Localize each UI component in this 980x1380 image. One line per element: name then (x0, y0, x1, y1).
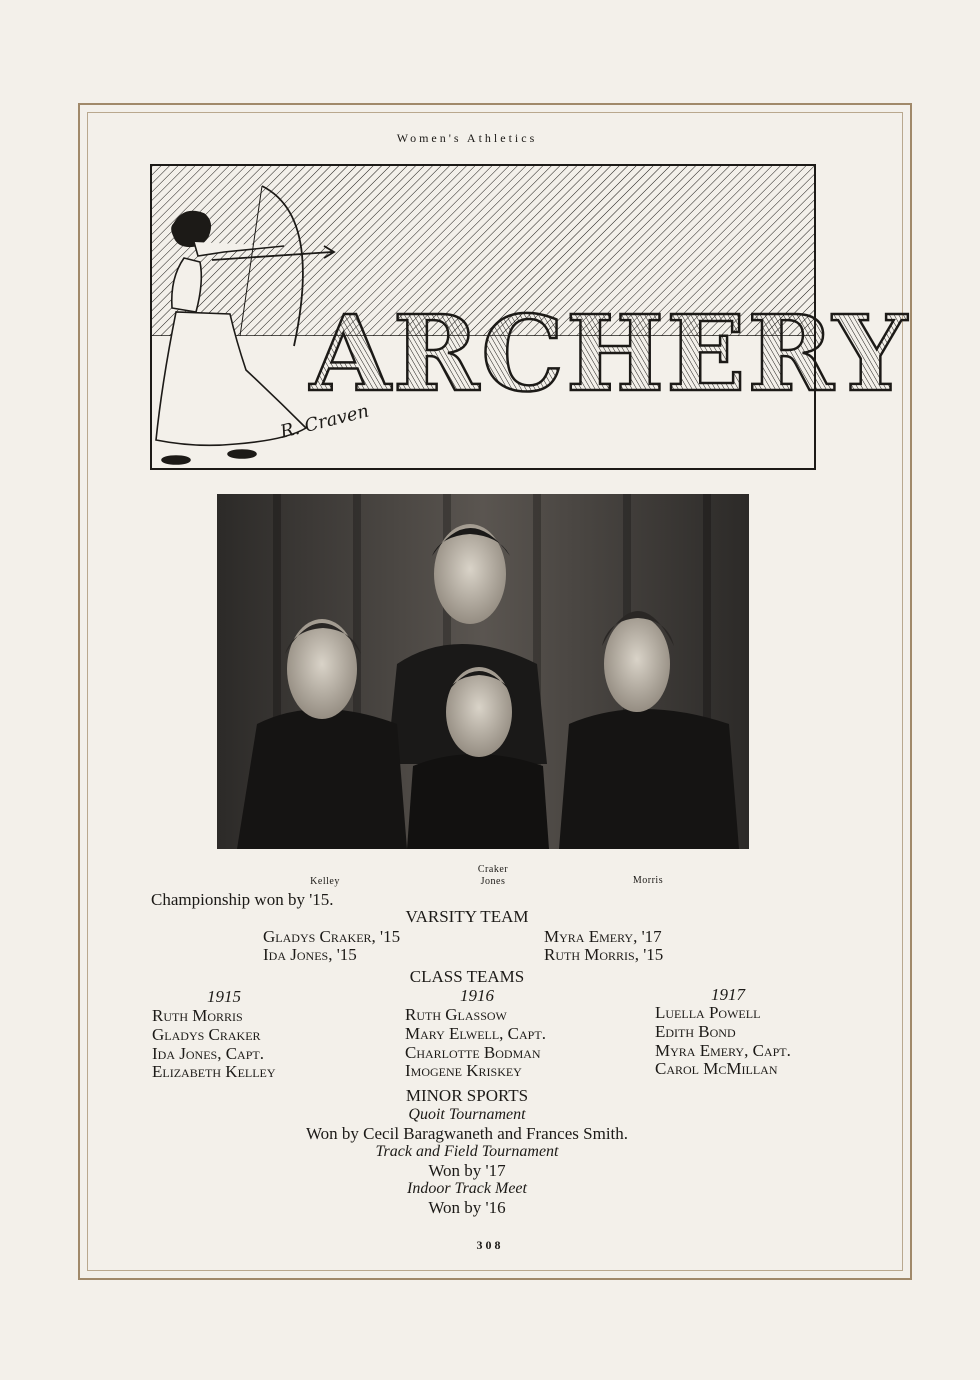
event-result: Won by '17 (428, 1161, 506, 1180)
artist-signature: R. Craven (278, 400, 372, 443)
class-member: Ida Jones, Capt. (152, 1044, 264, 1063)
running-head: Women's Athletics (396, 131, 538, 145)
class-member: Elizabeth Kelley (152, 1062, 276, 1081)
class-member: Myra Emery, Capt. (655, 1041, 791, 1060)
archery-banner (150, 164, 909, 470)
class-member: Ruth Glassow (405, 1005, 507, 1024)
photograph-image (217, 494, 749, 849)
varsity-heading: VARSITY TEAM (405, 907, 529, 926)
class-year-1917: 1917 (711, 985, 745, 1004)
class-teams-heading: CLASS TEAMS (409, 967, 525, 986)
class-member: Luella Powell (655, 1003, 761, 1022)
championship-line: Championship won by '15. (151, 890, 334, 909)
caption-kelley: Kelley (310, 876, 340, 887)
class-member: Edith Bond (655, 1022, 736, 1041)
class-member: Carol McMillan (655, 1059, 778, 1078)
varsity-member: Gladys Craker, '15 (263, 927, 401, 946)
archery-title: ARCHERY (310, 292, 909, 415)
class-member: Mary Elwell, Capt. (405, 1024, 546, 1043)
event-name: Quoit Tournament (408, 1106, 526, 1123)
caption-craker: Craker (477, 864, 509, 875)
class-member: Ruth Morris (152, 1006, 243, 1025)
minor-sports-heading: MINOR SPORTS (405, 1086, 529, 1105)
varsity-member: Ruth Morris, '15 (544, 945, 664, 964)
event-result: Won by '16 (428, 1198, 506, 1217)
class-member: Charlotte Bodman (405, 1043, 541, 1062)
archery-illustration (152, 166, 909, 468)
event-name: Track and Field Tournament (375, 1143, 559, 1160)
team-photograph (217, 494, 749, 849)
caption-morris: Morris (632, 875, 664, 886)
class-member: Gladys Craker (152, 1025, 261, 1044)
page-number: 308 (476, 1238, 504, 1252)
event-result: Won by Cecil Baragwaneth and Frances Smith. (305, 1124, 629, 1143)
caption-jones: Jones (480, 876, 506, 887)
class-year-1915: 1915 (207, 987, 241, 1006)
class-year-1916: 1916 (460, 986, 494, 1005)
event-name: Indoor Track Meet (407, 1180, 527, 1197)
class-member: Imogene Kriskey (405, 1061, 522, 1080)
varsity-member: Myra Emery, '17 (544, 927, 662, 946)
varsity-member: Ida Jones, '15 (263, 945, 357, 964)
